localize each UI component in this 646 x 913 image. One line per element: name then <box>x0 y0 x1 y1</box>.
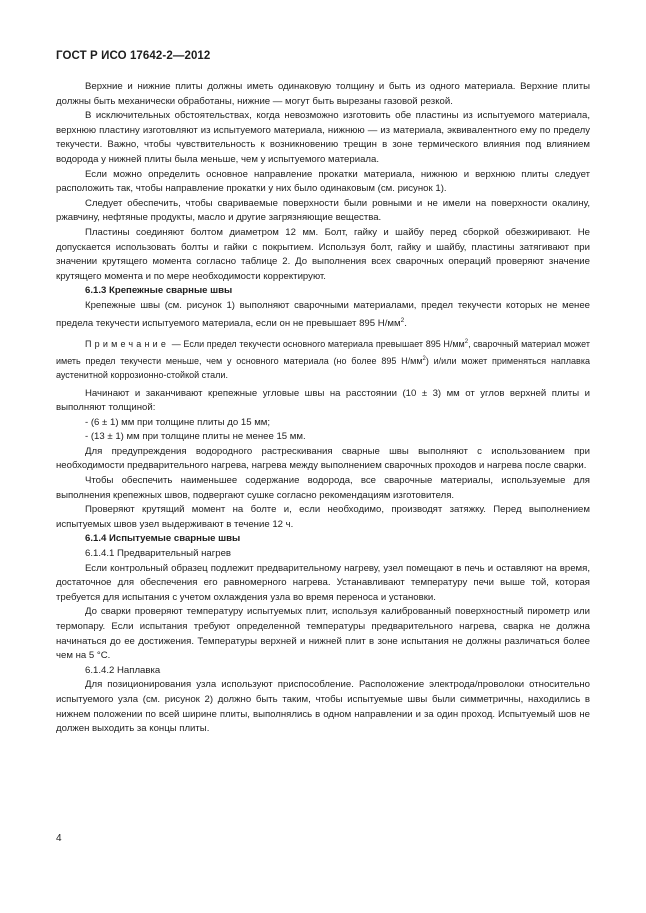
paragraph <box>56 299 590 331</box>
paragraph-text: Крепежные швы (см. рисунок 1) выполняют сварочными материалами, предел текучести которых не менее предела текучести испытуемого материала, если он не превышает 895 Н/мм <box>56 299 590 329</box>
section-heading-6-1-3: 6.1.3 Крепежные сварные швы <box>85 285 233 297</box>
subsection-heading-6-1-4-1: 6.1.4.1 Предварительный нагрев <box>85 548 231 560</box>
paragraph: В исключительных обстоятельствах, когда невозможно изготовить обе пластины из испытуемого материала, верхнюю пластину изготовляют из испытуемого материала, нижнюю — из материала, эквивалентного ему по пределу текучести. Важно, чтобы чувствительность к возникновению трещин в зоне термического влияния под влиянием водорода у нижней плиты была меньше, чем у испытуемого материала. <box>56 110 590 165</box>
document-header: ГОСТ Р ИСО 17642-2—2012 <box>56 50 211 62</box>
paragraph: Следует обеспечить, чтобы свариваемые поверхности были ровными и не имели на поверхности окалину, ржавчину, нефтяные продукты, масло и другие загрязняющие вещества. <box>56 197 590 224</box>
paragraph: Проверяют крутящий момент на болте и, если необходимо, производят затяжку. Перед выполнением испытуемых швов узел выдерживают в течение 12 ч. <box>56 504 590 530</box>
paragraph: Верхние и нижние плиты должны иметь одинаковую толщину и быть из одного материала. Верхние плиты должны быть механически обработаны, нижние — могут быть вырезаны газовой резкой. <box>56 81 590 107</box>
subsection-heading-6-1-4-2: 6.1.4.2 Наплавка <box>85 664 161 676</box>
paragraph: Если можно определить основное направление прокатки материала, нижнюю и верхнюю плиты следует расположить так, чтобы направление прокатки у них было одинаковым (см. рисунок 1). <box>56 168 590 195</box>
paragraph: Для предупреждения водородного растрескивания сварные швы выполняют с использованием при необходимости предварительного нагрева, нагрева между выполнением сварочных проходов и нагрева после сварки. <box>56 445 590 472</box>
superscript: 2 <box>422 355 426 362</box>
paragraph: Если контрольный образец подлежит предварительному нагреву, узел помещают в печь и оставляют на время, достаточное для обеспечения его равномерного нагрева. Устанавливают температуру печи выше той, которая требуется для испытания с учетом охлаждения узла во время переноса и установки. <box>56 562 590 603</box>
note-text: ) и/или может применяться наплавка аустенитной коррозионно-стойкой стали. <box>56 355 590 381</box>
document-body <box>56 80 590 737</box>
note-text: — Если предел текучести основного материала превышает 895 Н/мм <box>169 339 465 350</box>
paragraph-text: . <box>404 317 407 329</box>
paragraph: Начинают и заканчивают крепежные угловые швы на расстоянии (10 ± 3) мм от углов верхней плиты и выполняют толщиной: <box>56 387 590 414</box>
note-label: Примечание <box>85 339 170 350</box>
paragraph: Чтобы обеспечить наименьшее содержание водорода, все сварочные материалы, используемые для выполнения крепежных швов, подвергают сушке согласно рекомендациям изготовителя. <box>56 475 590 501</box>
list-item: - (6 ± 1) мм при толщине плиты до 15 мм; <box>85 416 271 428</box>
superscript: 2 <box>464 339 469 346</box>
note-text: , сварочный материал может иметь предел текучести меньше, чем у основного материала (но более 895 Н/мм <box>56 339 590 366</box>
superscript: 2 <box>400 316 405 324</box>
paragraph: Для позиционирования узла используют приспособление. Расположение электрода/проволоки относительно испытуемого узла (см. рисунок 2) должно быть таким, чтобы испытуемые швы были симметричны, находились в нижнем положении по всей ширине плиты, выполнялись в одном направлении и за один проход. Испытуемый шов не должен выходить за концы плиты. <box>56 679 590 735</box>
paragraph: До сварки проверяют температуру испытуемых плит, используя калиброванный поверхностный пирометр или термопару. Если испытания требуют определенной температуры предварительного нагрева, сварка не должна начинаться до ее достижения. Температуры верхней и нижней плит в зоне испытания не должны различаться более чем на 5 °С. <box>56 606 590 662</box>
list-item: - (13 ± 1) мм при толщине плиты не менее 15 мм. <box>85 431 306 443</box>
page-number: 4 <box>56 833 62 844</box>
section-heading-6-1-4: 6.1.4 Испытуемые сварные швы <box>85 533 241 545</box>
note <box>56 335 590 382</box>
paragraph: Пластины соединяют болтом диаметром 12 мм. Болт, гайку и шайбу перед сборкой обезжиривают. Не допускается использовать болты и гайки с покрытием. Используя болт, гайку и шайбу, пластины затягивают при значении крутящего момента согласно таблице 2. До выполнения всех сварочных операций проверяют значение крутящего момента и по мере необходимости корректируют. <box>56 226 590 282</box>
